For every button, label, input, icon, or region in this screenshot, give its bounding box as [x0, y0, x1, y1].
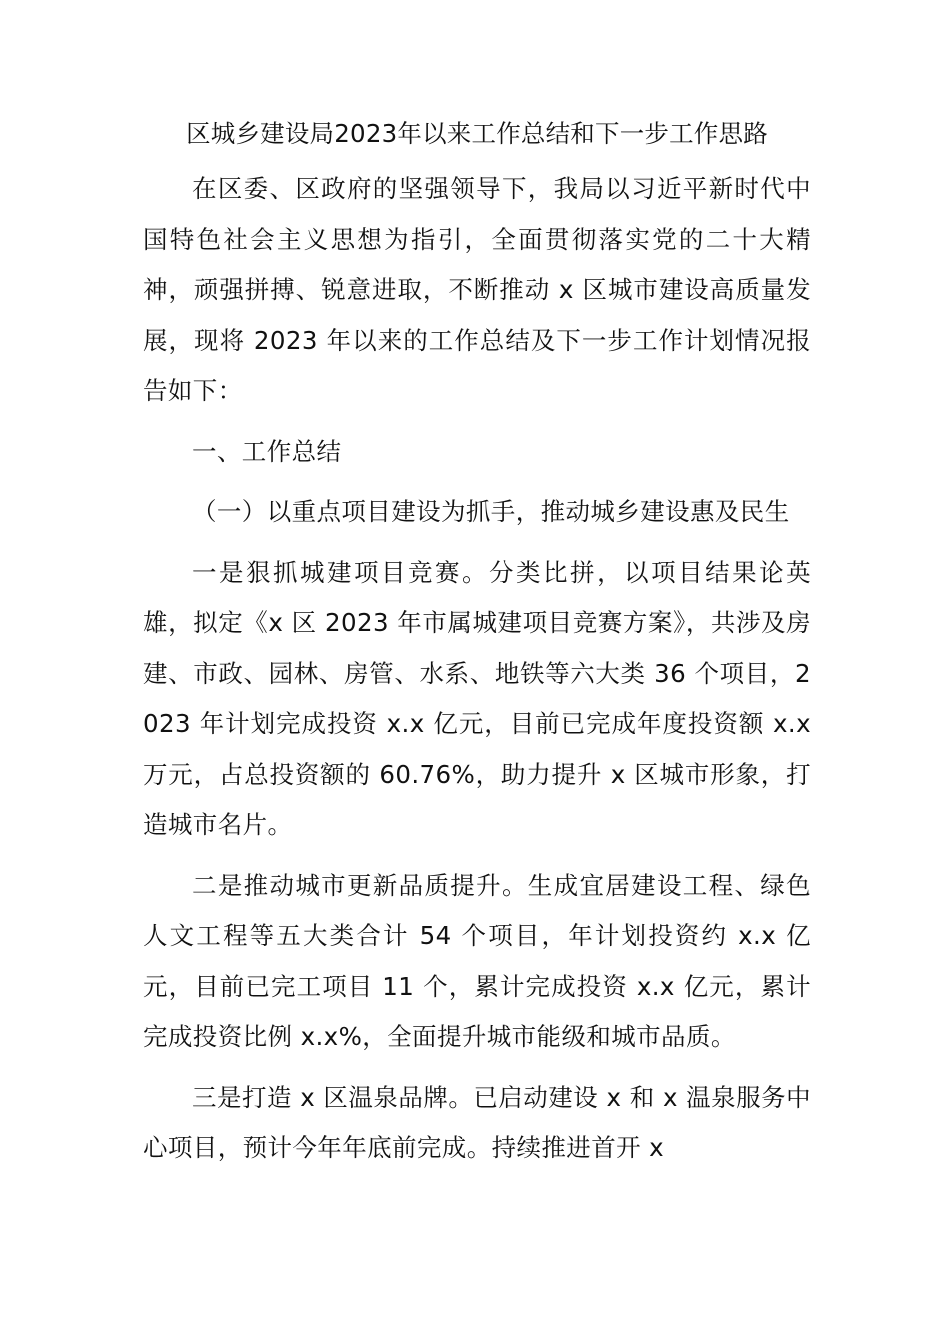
- document-body: [143, 114, 811, 1184]
- body-paragraph-2: 二是推动城市更新品质提升。生成宜居建设工程、绿色人文工程等五大类合计 54 个项目，年计划投资约 x.x 亿元，目前已完工项目 11 个，累计完成投资 x.x 亿元，累计完成投资比例 x.x%，全面提升城市能级和城市品质。: [143, 870, 811, 1051]
- body-paragraph-1: 一是狠抓城建项目竞赛。分类比拼，以项目结果论英雄，拟定《x 区 2023 年市属城建项目竞赛方案》，共涉及房建、市政、园林、房管、水系、地铁等六大类 36 个项目，2023 年计划完成投资 x.x 亿元，目前已完成年度投资额 x.x 万元，占总投资额的 60.76%，助力提升 x 区城市形象，打造城市名片。: [143, 557, 811, 839]
- body-paragraph-3: 三是打造 x 区温泉品牌。已启动建设 x 和 x 温泉服务中心项目，预计今年年底前完成。持续推进首开 x: [143, 1082, 811, 1162]
- intro-paragraph: 在区委、区政府的坚强领导下，我局以习近平新时代中国特色社会主义思想为指引，全面贯彻落实党的二十大精神，顽强拼搏、锐意进取，不断推动 x 区城市建设高质量发展，现将 2023 年以来的工作总结及下一步工作计划情况报告如下：: [143, 174, 811, 405]
- subsection-heading: （一）以重点项目建设为抓手，推动城乡建设惠及民生: [192, 497, 790, 526]
- document-title: 区城乡建设局2023年以来工作总结和下一步工作思路: [186, 119, 768, 148]
- section-heading: 一、工作总结: [192, 436, 342, 466]
